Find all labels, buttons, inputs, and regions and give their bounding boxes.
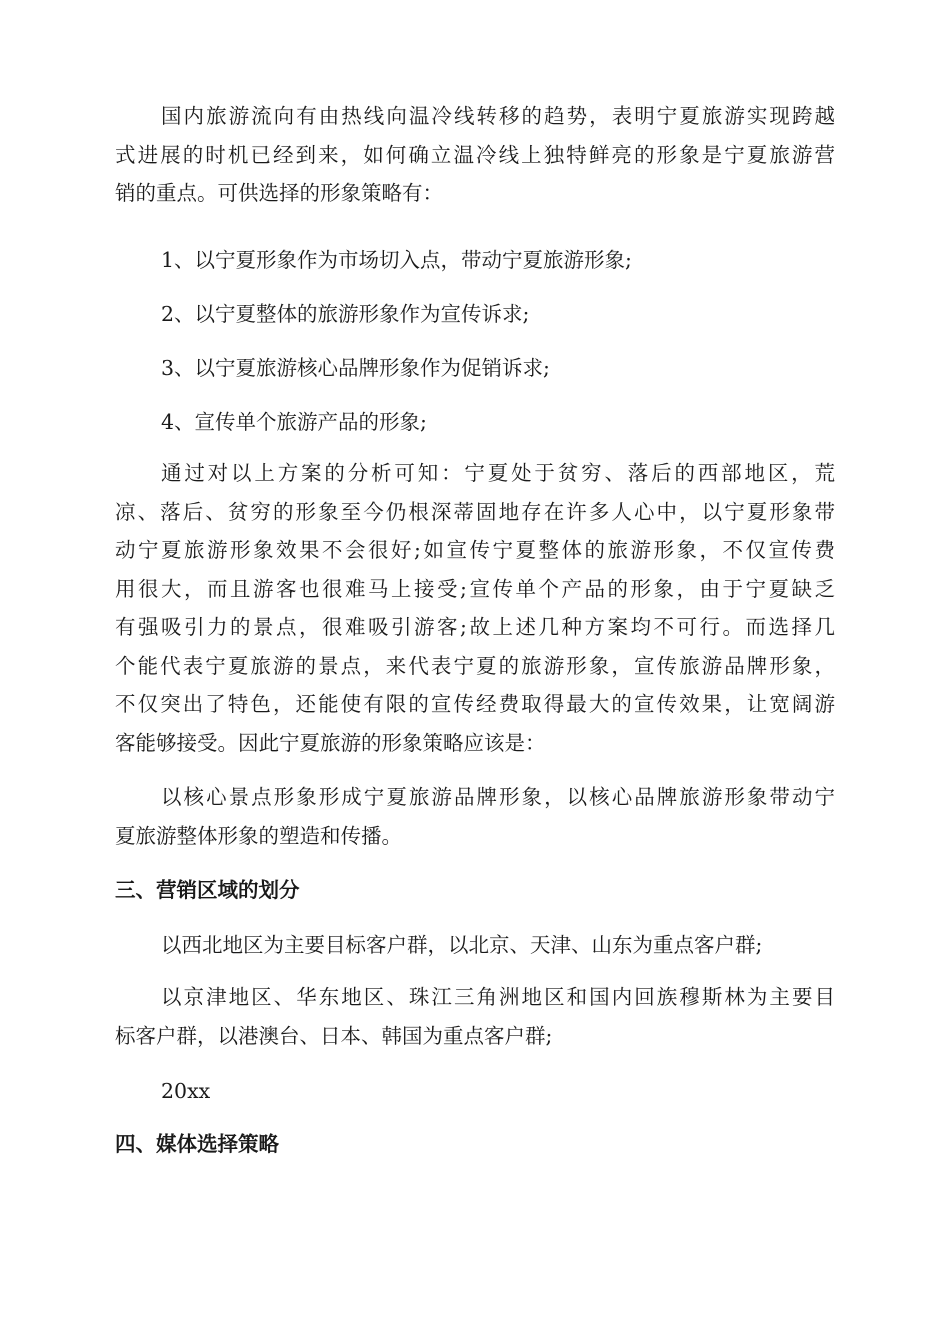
section-3-paragraph-1: 以西北地区为主要目标客户群，以北京、天津、山东为重点客户群; [161, 933, 763, 957]
paragraph-line: 式进展的时机已经到来，如何确立温冷线上独特鲜亮的形象是宁夏旅游营 [115, 142, 835, 167]
paragraph-line: 以京津地区、华东地区、珠江三角洲地区和国内回族穆斯林为主要目 [161, 985, 835, 1009]
paragraph-line: 个能代表宁夏旅游的景点，来代表宁夏的旅游形象，宣传旅游品牌形象， [115, 653, 835, 678]
paragraph-line: 销的重点。可供选择的形象策略有： [115, 181, 443, 205]
strategy-option-2: 2、以宁夏整体的旅游形象作为宣传诉求; [161, 302, 530, 326]
paragraph-line: 以核心景点形象形成宁夏旅游品牌形象，以核心品牌旅游形象带动宁 [161, 785, 835, 809]
paragraph-line: 凉、落后、贫穷的形象至今仍根深蒂固地存在许多人心中，以宁夏形象带 [115, 499, 835, 524]
paragraph-line: 夏旅游整体形象的塑造和传播。 [115, 823, 402, 848]
paragraph-line: 国内旅游流向有由热线向温冷线转移的趋势，表明宁夏旅游实现跨越 [161, 104, 835, 128]
paragraph-line: 动宁夏旅游形象效果不会很好;如宣传宁夏整体的旅游形象，不仅宣传费 [115, 538, 835, 562]
paragraph-line: 客能够接受。因此宁夏旅游的形象策略应该是： [115, 730, 546, 755]
intro-paragraph [115, 97, 835, 213]
section-3-paragraph-2 [115, 978, 835, 1055]
section-4-heading: 四、媒体选择策略 [115, 1132, 279, 1156]
strategy-option-3: 3、以宁夏旅游核心品牌形象作为促销诉求; [161, 356, 550, 380]
paragraph-line: 标客户群，以港澳台、日本、韩国为重点客户群; [115, 1023, 553, 1048]
paragraph-line: 不仅突出了特色，还能使有限的宣传经费取得最大的宣传效果，让宽阔游 [115, 692, 835, 716]
analysis-paragraph [115, 454, 835, 762]
year-text: 20xx [161, 1079, 211, 1103]
strategy-option-4: 4、宣传单个旅游产品的形象; [161, 410, 427, 434]
paragraph-line: 有强吸引力的景点，很难吸引游客;故上述几种方案均不可行。而选择几 [115, 615, 835, 639]
conclusion-paragraph [115, 778, 835, 855]
paragraph-line: 用很大，而且游客也很难马上接受;宣传单个产品的形象，由于宁夏缺乏 [115, 576, 835, 601]
strategy-option-1: 1、以宁夏形象作为市场切入点，带动宁夏旅游形象; [161, 248, 632, 272]
paragraph-line: 通过对以上方案的分析可知：宁夏处于贫穷、落后的西部地区，荒 [161, 461, 835, 485]
section-3-heading: 三、营销区域的划分 [115, 878, 300, 902]
